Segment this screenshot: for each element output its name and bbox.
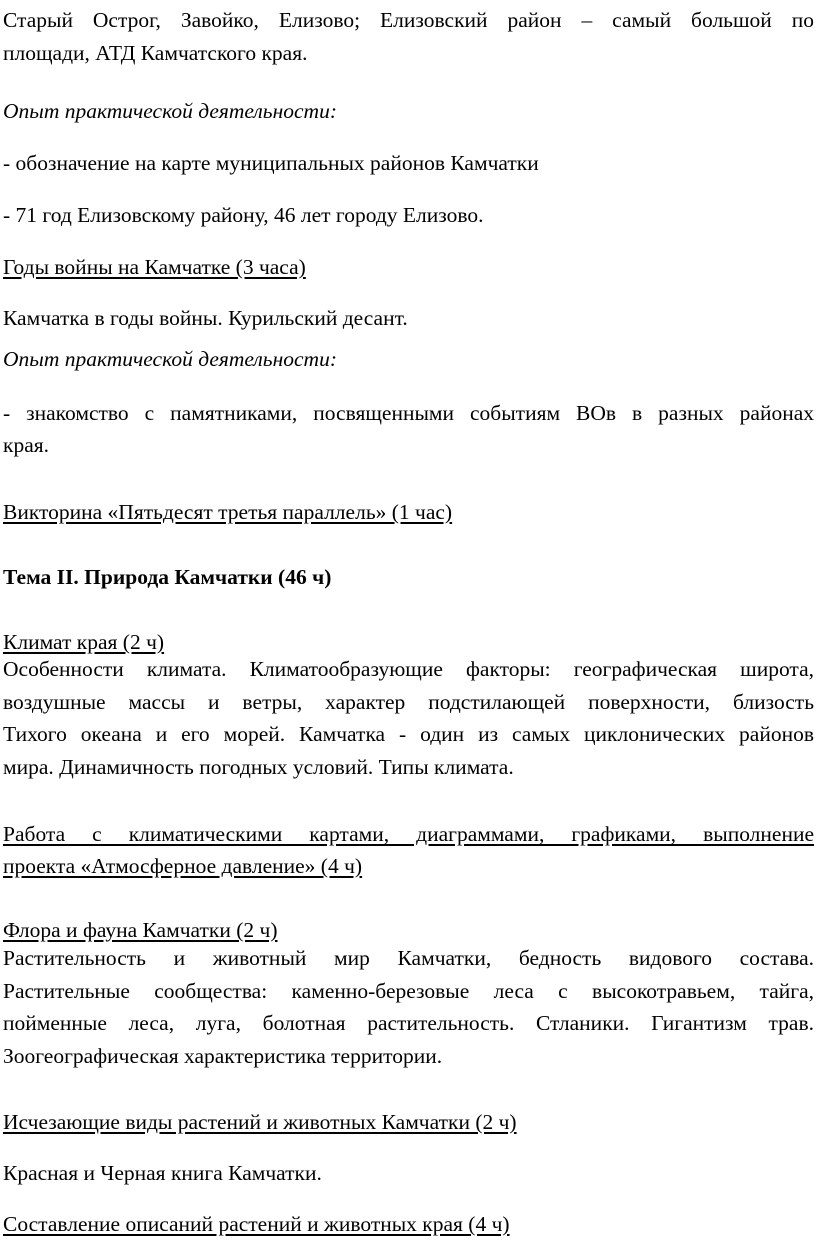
list-item: края.	[3, 433, 50, 457]
section-label: Опыт практической деятельности:	[3, 347, 337, 371]
section-label: Опыт практической деятельности:	[3, 99, 337, 123]
topic-heading: Составление описаний растений и животных края (4 ч)	[3, 1212, 510, 1236]
topic-heading: Исчезающие виды растений и животных Камчатки (2 ч)	[3, 1110, 517, 1134]
topic-heading: Годы войны на Камчатке (3 часа)	[3, 255, 306, 279]
topic-heading: проекта «Атмосферное давление» (4 ч)	[3, 854, 363, 878]
paragraph-line: Растительные сообщества: каменно-березовые леса с высокотравьем, тайга,	[3, 979, 814, 1003]
paragraph-line: Камчатка в годы войны. Курильский десант.	[3, 306, 408, 330]
list-item: - 71 год Елизовскому району, 46 лет городу Елизово.	[3, 203, 484, 227]
section-title: Тема II. Природа Камчатки (46 ч)	[3, 565, 332, 589]
paragraph-line: пойменные леса, луга, болотная растительность. Стланики. Гигантизм трав.	[3, 1011, 814, 1035]
topic-heading: Викторина «Пятьдесят третья параллель» (1 час)	[3, 500, 453, 524]
list-item: - знакомство с памятниками, посвященными событиям ВОв в разных районах	[3, 401, 814, 425]
paragraph-line: Старый Острог, Завойко, Елизово; Елизовский район – самый большой по	[3, 8, 814, 32]
topic-heading: Работа с климатическими картами, диаграммами, графиками, выполнение	[3, 822, 814, 846]
topic-heading: Флора и фауна Камчатки (2 ч)	[3, 918, 278, 942]
paragraph-line: Красная и Черная книга Камчатки.	[3, 1161, 322, 1185]
paragraph-line: Зоогеографическая характеристика территории.	[3, 1044, 443, 1068]
paragraph-line: Тихого океана и его морей. Камчатка - один из самых циклонических районов	[3, 722, 814, 746]
paragraph-line: Особенности климата. Климатообразующие факторы: географическая широта,	[3, 657, 814, 681]
paragraph-line: мира. Динамичность погодных условий. Типы климата.	[3, 755, 514, 779]
paragraph-line: воздушные массы и ветры, характер подстилающей поверхности, близость	[3, 690, 814, 714]
paragraph-line: Растительность и животный мир Камчатки, бедность видового состава.	[3, 946, 814, 970]
topic-heading: Климат края (2 ч)	[3, 630, 165, 654]
paragraph-line: площади, АТД Камчатского края.	[3, 41, 308, 65]
list-item: - обозначение на карте муниципальных районов Камчатки	[3, 151, 539, 175]
